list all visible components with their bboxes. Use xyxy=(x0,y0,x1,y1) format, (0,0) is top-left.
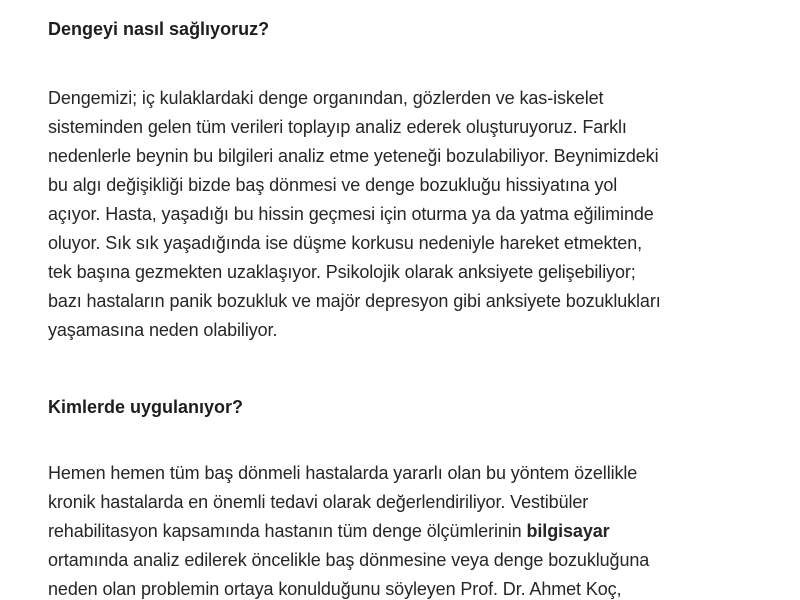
bilgisayar-link[interactable]: bilgisayar xyxy=(526,521,610,541)
paragraph-line: oluyor. Sık sık yaşadığında ise düşme korkusu nedeniyle hareket etmekten, xyxy=(48,233,643,253)
paragraph-line xyxy=(48,517,649,546)
paragraph-line: yaşamasına neden olabiliyor. xyxy=(48,320,278,340)
section-heading-balance: Dengeyi nasıl sağlıyoruz? xyxy=(48,19,270,39)
paragraph-line: Hemen hemen tüm baş dönmeli hastalarda yararlı olan bu yöntem özellikle xyxy=(48,463,638,483)
paragraph-line: ortamında analiz edilerek öncelikle baş dönmesine veya denge bozukluğuna xyxy=(48,550,650,570)
paragraph-line: nedenlerle beynin bu bilgileri analiz etme yeteneği bozulabiliyor. Beynimizdeki xyxy=(48,146,659,166)
paragraph-line: açıyor. Hasta, yaşadığı bu hissin geçmesi için oturma ya da yatma eğiliminde xyxy=(48,204,654,224)
paragraph-line: Dengemizi; iç kulaklardaki denge organından, gözlerden ve kas-iskelet xyxy=(48,88,604,108)
paragraph-line: sisteminden gelen tüm verileri toplayıp analiz ederek oluşturuyoruz. Farklı xyxy=(48,117,627,137)
paragraph-line: bu algı değişikliği bizde baş dönmesi ve denge bozukluğu hissiyatına yol xyxy=(48,175,618,195)
paragraph-line: bazı hastaların panik bozukluk ve majör depresyon gibi anksiyete bozuklukları xyxy=(48,291,661,311)
paragraph-line: kronik hastalarda en önemli tedavi olarak değerlendiriliyor. Vestibüler xyxy=(48,492,589,512)
section-paragraph-balance xyxy=(48,84,661,345)
section-heading-who: Kimlerde uygulanıyor? xyxy=(48,397,244,417)
paragraph-line: tek başına gezmekten uzaklaşıyor. Psikolojik olarak anksiyete gelişebiliyor; xyxy=(48,262,636,282)
section-paragraph-who xyxy=(48,459,649,600)
paragraph-line: neden olan problemin ortaya konulduğunu söyleyen Prof. Dr. Ahmet Koç, xyxy=(48,579,622,599)
paragraph-line-text: rehabilitasyon kapsamında hastanın tüm denge ölçümlerinin xyxy=(48,521,527,541)
